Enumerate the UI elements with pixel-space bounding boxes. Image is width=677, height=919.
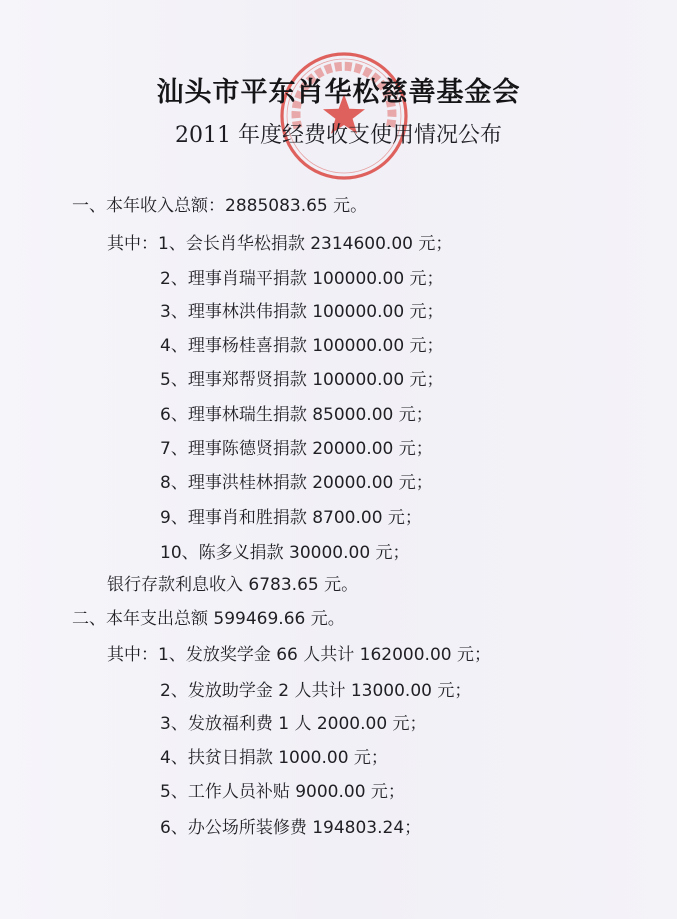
income-item: 10、陈多义捐款 30000.00 元； [160, 543, 410, 563]
expense-heading: 二、本年支出总额 599469.66 元。 [72, 609, 345, 629]
bank-interest-line: 银行存款利息收入 6783.65 元。 [107, 575, 359, 595]
income-item: 2、理事肖瑞平捐款 100000.00 元； [160, 269, 444, 289]
income-item: 9、理事肖和胜捐款 8700.00 元； [160, 508, 422, 528]
red-seal-stamp [276, 48, 412, 184]
expense-item: 4、扶贫日捐款 1000.00 元； [160, 748, 388, 768]
expense-item: 其中：1、发放奖学金 66 人共计 162000.00 元； [107, 645, 491, 665]
income-item: 6、理事林瑞生捐款 85000.00 元； [160, 405, 433, 425]
expense-item: 6、办公场所装修费 194803.24； [160, 818, 422, 838]
income-item: 7、理事陈德贤捐款 20000.00 元； [160, 439, 433, 459]
document-subtitle: 2011 年度经费收支使用情况公布 [175, 123, 502, 148]
income-heading: 一、本年收入总额：2885083.65 元。 [72, 196, 368, 216]
income-item: 其中：1、会长肖华松捐款 2314600.00 元； [107, 234, 453, 254]
income-item: 5、理事郑帮贤捐款 100000.00 元； [160, 370, 444, 390]
income-item: 4、理事杨桂喜捐款 100000.00 元； [160, 336, 444, 356]
income-item: 3、理事林洪伟捐款 100000.00 元； [160, 302, 444, 322]
expense-item: 2、发放助学金 2 人共计 13000.00 元； [160, 681, 472, 701]
expense-item: 3、发放福利费 1 人 2000.00 元； [160, 714, 427, 734]
income-item: 8、理事洪桂林捐款 20000.00 元； [160, 473, 433, 493]
document-title: 汕头市平东肖华松慈善基金会 [156, 77, 521, 108]
expense-item: 5、工作人员补贴 9000.00 元； [160, 782, 405, 802]
